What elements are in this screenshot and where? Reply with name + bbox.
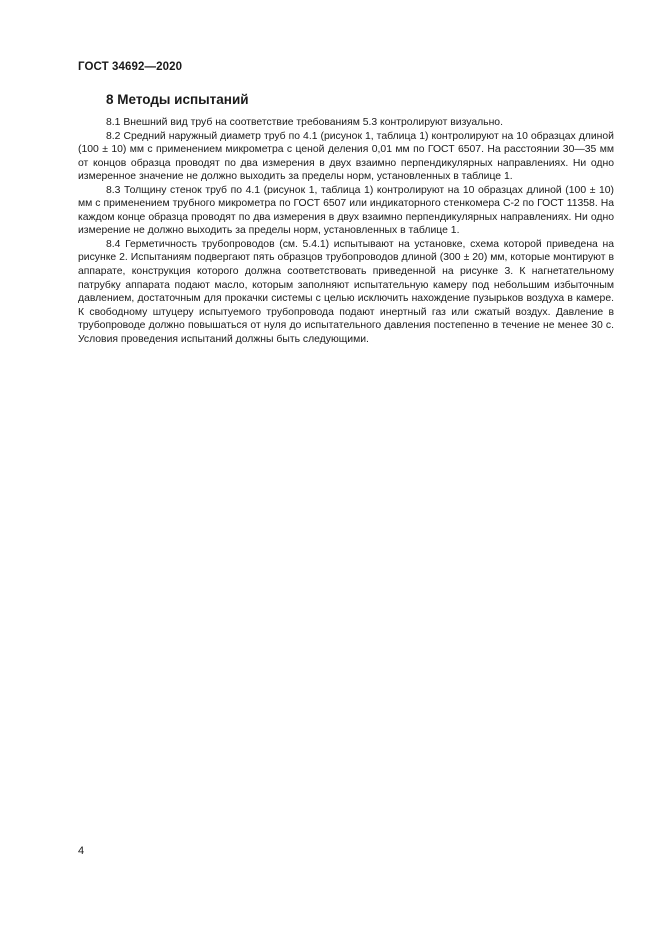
page-number: 4 — [78, 845, 85, 857]
paragraph-8-2: 8.2 Средний наружный диаметр труб по 4.1 (рисунок 1, таблица 1) контролируют на 10 образцах длиной (100 ± 10) мм с применением микрометра с ценой деления 0,01 мм по ГОСТ 6507. На расстоянии 30—35 мм от концов образца проводят по два измерения в двух взаимно перпендикулярных направлениях. Ни одно измеренное значение не должно выходить за пределы норм, установленных в таблице 1. — [78, 130, 614, 183]
paragraph-8-1: 8.1 Внешний вид труб на соответствие требованиям 5.3 контролируют визуально. — [106, 117, 503, 128]
section-title: 8 Методы испытаний — [106, 92, 249, 107]
section-body — [78, 116, 614, 346]
paragraph-8-4: 8.4 Герметичность трубопроводов (см. 5.4.1) испытывают на установке, схема которой приведена на рисунке 2. Испытаниям подвергают пять образцов трубопроводов длиной (300 ± 20) мм, которые монтируют в аппарате, конструкция которого должна соответствовать приведенной на рисунке 3. К нагнетательному патрубку аппарата подают масло, которым заполняют испытательную камеру под небольшим избыточным давлением, достаточным для прокачки системы с целью исключить нахождение пузырьков воздуха в камере. К свободному штуцеру испытуемого трубопровода подают инертный газ или сжатый воздух. Давление в трубопроводе должно повышаться от нуля до испытательного давления постепенно в течение не менее 30 с. Условия проведения испытаний должны быть следующими. — [78, 238, 614, 345]
paragraph-8-3: 8.3 Толщину стенок труб по 4.1 (рисунок 1, таблица 1) контролируют на 10 образцах длиной (100 ± 10) мм с применением трубного микрометра по ГОСТ 6507 или индикаторного стенкомера С-2 по ГОСТ 11358. На каждом конце образца проводят по два измерения в двух взаимно перпендикулярных направлениях. Ни одно измерение не должно выходить за пределы норм, установленных в таблице 1. — [78, 184, 614, 237]
standard-header: ГОСТ 34692—2020 — [78, 61, 183, 73]
